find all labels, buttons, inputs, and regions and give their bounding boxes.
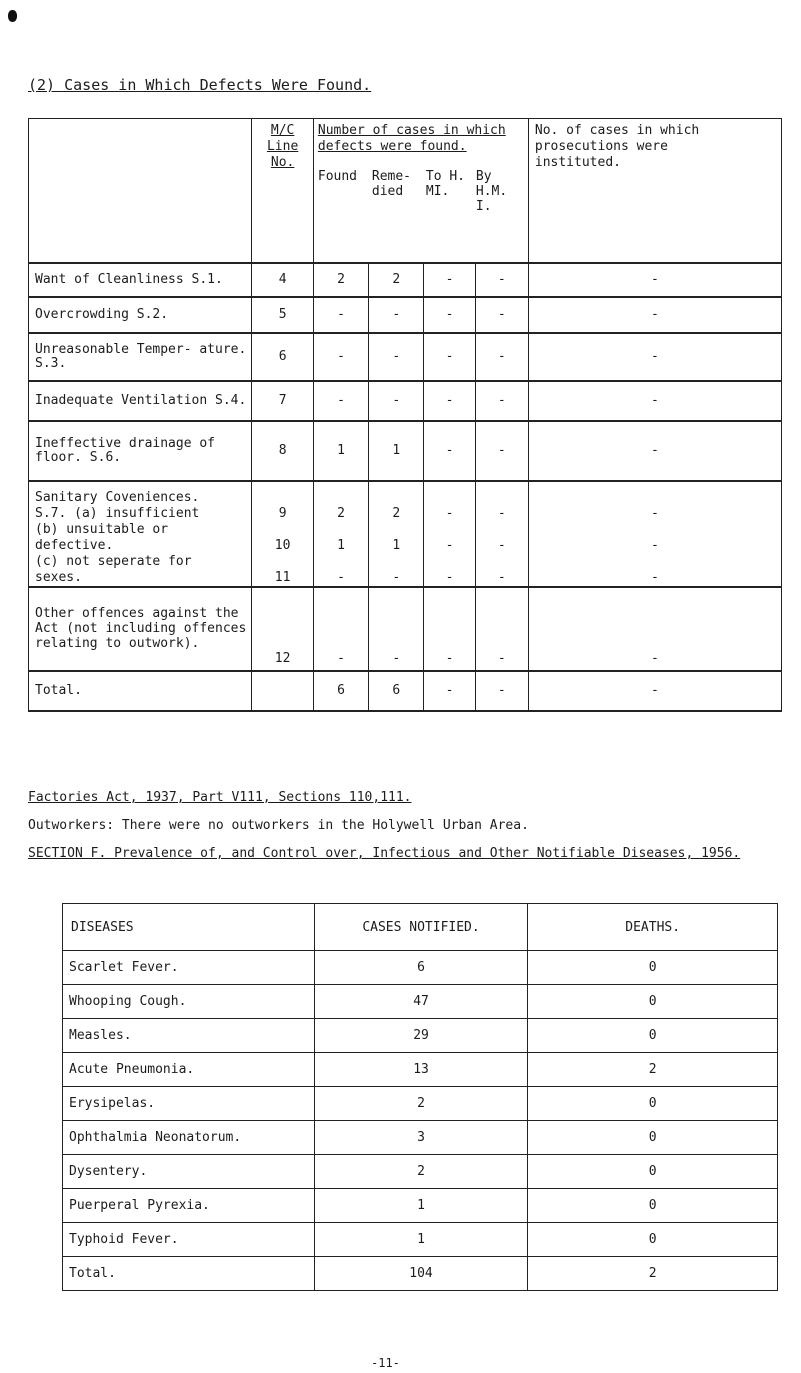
row-prosecutions: - <box>528 587 781 671</box>
row-by-hmi: - <box>475 421 528 481</box>
row-remedied: - <box>369 333 424 381</box>
row-remedied: - <box>369 587 424 671</box>
header-number-of-cases-text: Number of cases in which defects were found. <box>317 123 506 154</box>
disease-cases: 13 <box>314 1053 528 1087</box>
disease-name: Ophthalmia Neonatorum. <box>63 1121 315 1155</box>
defects-header-row <box>29 119 782 263</box>
disease-deaths: 0 <box>528 1087 778 1121</box>
row-label: Overcrowding S.2. <box>29 297 252 333</box>
sanitary-to-hmi <box>424 481 475 587</box>
defects-table <box>28 118 782 712</box>
row-prosecutions: - <box>528 381 781 421</box>
disease-deaths: 0 <box>528 985 778 1019</box>
outworkers-label: Outworkers: <box>28 818 115 833</box>
row-line: 12 <box>252 587 313 671</box>
section-f-heading: SECTION F. Prevalence of, and Control over, Infectious and Other Notifiable Diseases, 1956. <box>28 846 741 861</box>
sanitary-b-found: 1 <box>337 537 345 553</box>
sanitary-by-hmi <box>475 481 528 587</box>
sanitary-a-to-hmi: - <box>445 505 454 521</box>
row-by-hmi: - <box>475 381 528 421</box>
header-deaths: DEATHS. <box>528 904 778 951</box>
disease-row <box>63 1053 778 1087</box>
row-prosecutions: - <box>528 421 781 481</box>
row-line: 8 <box>252 421 313 481</box>
disease-cases: 1 <box>314 1189 528 1223</box>
defects-row-total <box>29 671 782 711</box>
row-label: Ineffective drainage of floor. S.6. <box>29 421 252 481</box>
disease-deaths: 0 <box>528 951 778 985</box>
sanitary-b-line: 10 <box>274 537 291 553</box>
row-by-hmi: - <box>475 587 528 671</box>
disease-name: Erysipelas. <box>63 1087 315 1121</box>
sanitary-b-prosecutions: - <box>651 537 659 553</box>
outworkers-text: There were no outworkers in the Holywell Urban Area. <box>121 818 529 833</box>
sanitary-a-found: 2 <box>337 505 345 521</box>
disease-row <box>63 1019 778 1053</box>
disease-deaths: 0 <box>528 1019 778 1053</box>
sanitary-c-label-1: (c) not seperate for <box>35 553 192 569</box>
sanitary-a-remedied: 2 <box>392 505 401 521</box>
header-mc-line: M/C Line No. <box>252 119 313 263</box>
disease-row <box>63 1155 778 1189</box>
defects-row-cleanliness <box>29 263 782 297</box>
sanitary-b-label-2: defective. <box>35 537 114 553</box>
disease-row <box>63 951 778 985</box>
ink-blot <box>8 10 17 22</box>
row-prosecutions: - <box>528 263 781 297</box>
disease-deaths: 0 <box>528 1121 778 1155</box>
defects-row-drainage <box>29 421 782 481</box>
disease-name: Puerperal Pyrexia. <box>63 1189 315 1223</box>
row-to-hmi: - <box>424 297 475 333</box>
diseases-header-row <box>63 904 778 951</box>
row-remedied: 2 <box>369 263 424 297</box>
sanitary-remedied <box>369 481 424 587</box>
defects-row-sanitary <box>29 481 782 587</box>
row-to-hmi: - <box>424 263 475 297</box>
sanitary-c-line: 11 <box>274 569 291 585</box>
disease-row <box>63 1223 778 1257</box>
disease-name: Typhoid Fever. <box>63 1223 315 1257</box>
disease-row <box>63 1257 778 1291</box>
sanitary-c-remedied: - <box>392 569 401 585</box>
disease-row <box>63 1189 778 1223</box>
header-cases-notified: CASES NOTIFIED. <box>314 904 528 951</box>
header-number-of-cases <box>313 119 528 263</box>
row-label: Inadequate Ventilation S.4. <box>29 381 252 421</box>
disease-deaths: 0 <box>528 1223 778 1257</box>
disease-cases: 3 <box>314 1121 528 1155</box>
row-prosecutions: - <box>528 297 781 333</box>
row-line <box>252 671 313 711</box>
defects-row-ventilation <box>29 381 782 421</box>
sanitary-a-prosecutions: - <box>651 505 659 521</box>
header-subcolumns <box>318 169 524 214</box>
disease-name: Scarlet Fever. <box>63 951 315 985</box>
disease-cases: 47 <box>314 985 528 1019</box>
row-remedied: - <box>369 381 424 421</box>
sanitary-a-by-hmi: - <box>497 505 506 521</box>
page-heading: (2) Cases in Which Defects Were Found. <box>28 76 372 94</box>
row-found: 6 <box>313 671 368 711</box>
sanitary-a-label: S.7. (a) insufficient <box>35 505 200 521</box>
disease-cases: 104 <box>314 1257 528 1291</box>
header-by-hmi: By H.M. I. <box>475 169 508 214</box>
row-by-hmi: - <box>475 671 528 711</box>
row-prosecutions: - <box>528 671 781 711</box>
disease-deaths: 0 <box>528 1189 778 1223</box>
sanitary-b-label-1: (b) unsuitable or <box>35 521 169 537</box>
header-prosecutions: No. of cases in which prosecutions were instituted. <box>528 119 781 263</box>
row-found: - <box>313 333 368 381</box>
header-remedied: Reme- died <box>371 169 412 199</box>
sanitary-lines <box>252 481 313 587</box>
sanitary-found <box>313 481 368 587</box>
disease-name: Total. <box>63 1257 315 1291</box>
disease-name: Measles. <box>63 1019 315 1053</box>
defects-row-temperature <box>29 333 782 381</box>
row-label: Unreasonable Temper- ature. S.3. <box>29 333 252 381</box>
row-remedied: - <box>369 297 424 333</box>
row-to-hmi: - <box>424 587 475 671</box>
header-to-hmi: To H. MI. <box>425 169 466 199</box>
sanitary-prosecutions <box>528 481 781 587</box>
sanitary-c-by-hmi: - <box>497 569 506 585</box>
disease-cases: 6 <box>314 951 528 985</box>
row-found: 2 <box>313 263 368 297</box>
sanitary-c-to-hmi: - <box>445 569 454 585</box>
row-to-hmi: - <box>424 421 475 481</box>
row-found: - <box>313 297 368 333</box>
disease-row <box>63 985 778 1019</box>
row-remedied: 6 <box>369 671 424 711</box>
header-found: Found <box>317 169 358 184</box>
page-number: -11- <box>371 1356 400 1370</box>
disease-deaths: 0 <box>528 1155 778 1189</box>
sanitary-label <box>29 481 252 587</box>
diseases-body <box>63 951 778 1291</box>
defects-row-overcrowding <box>29 297 782 333</box>
sanitary-b-remedied: 1 <box>392 537 401 553</box>
row-to-hmi: - <box>424 671 475 711</box>
defects-row-other-offences <box>29 587 782 671</box>
sanitary-title: Sanitary Coveniences. <box>35 489 200 505</box>
disease-cases: 29 <box>314 1019 528 1053</box>
sanitary-c-label-2: sexes. <box>35 569 82 585</box>
disease-deaths: 2 <box>528 1053 778 1087</box>
sanitary-c-prosecutions: - <box>651 569 659 585</box>
row-found: - <box>313 381 368 421</box>
sanitary-c-found: - <box>337 569 345 585</box>
row-line: 4 <box>252 263 313 297</box>
row-line: 5 <box>252 297 313 333</box>
disease-cases: 1 <box>314 1223 528 1257</box>
header-diseases: DISEASES <box>63 904 315 951</box>
disease-name: Dysentery. <box>63 1155 315 1189</box>
sanitary-b-to-hmi: - <box>445 537 454 553</box>
disease-name: Whooping Cough. <box>63 985 315 1019</box>
row-label: Total. <box>29 671 252 711</box>
disease-cases: 2 <box>314 1155 528 1189</box>
sanitary-b-by-hmi: - <box>497 537 506 553</box>
factories-act-heading: Factories Act, 1937, Part V111, Sections 110,111. <box>28 790 412 805</box>
row-remedied: 1 <box>369 421 424 481</box>
disease-row <box>63 1087 778 1121</box>
row-by-hmi: - <box>475 333 528 381</box>
outworkers-line <box>28 818 529 833</box>
disease-row <box>63 1121 778 1155</box>
disease-deaths: 2 <box>528 1257 778 1291</box>
row-label: Want of Cleanliness S.1. <box>29 263 252 297</box>
row-prosecutions: - <box>528 333 781 381</box>
row-to-hmi: - <box>424 333 475 381</box>
disease-cases: 2 <box>314 1087 528 1121</box>
row-to-hmi: - <box>424 381 475 421</box>
row-by-hmi: - <box>475 263 528 297</box>
disease-name: Acute Pneumonia. <box>63 1053 315 1087</box>
row-line: 7 <box>252 381 313 421</box>
header-blank <box>29 119 252 263</box>
row-line: 6 <box>252 333 313 381</box>
row-found: - <box>313 587 368 671</box>
sanitary-a-line: 9 <box>278 505 287 521</box>
row-found: 1 <box>313 421 368 481</box>
diseases-table <box>62 903 778 1291</box>
row-label: Other offences against the Act (not including offences relating to outwork). <box>29 587 252 671</box>
row-by-hmi: - <box>475 297 528 333</box>
